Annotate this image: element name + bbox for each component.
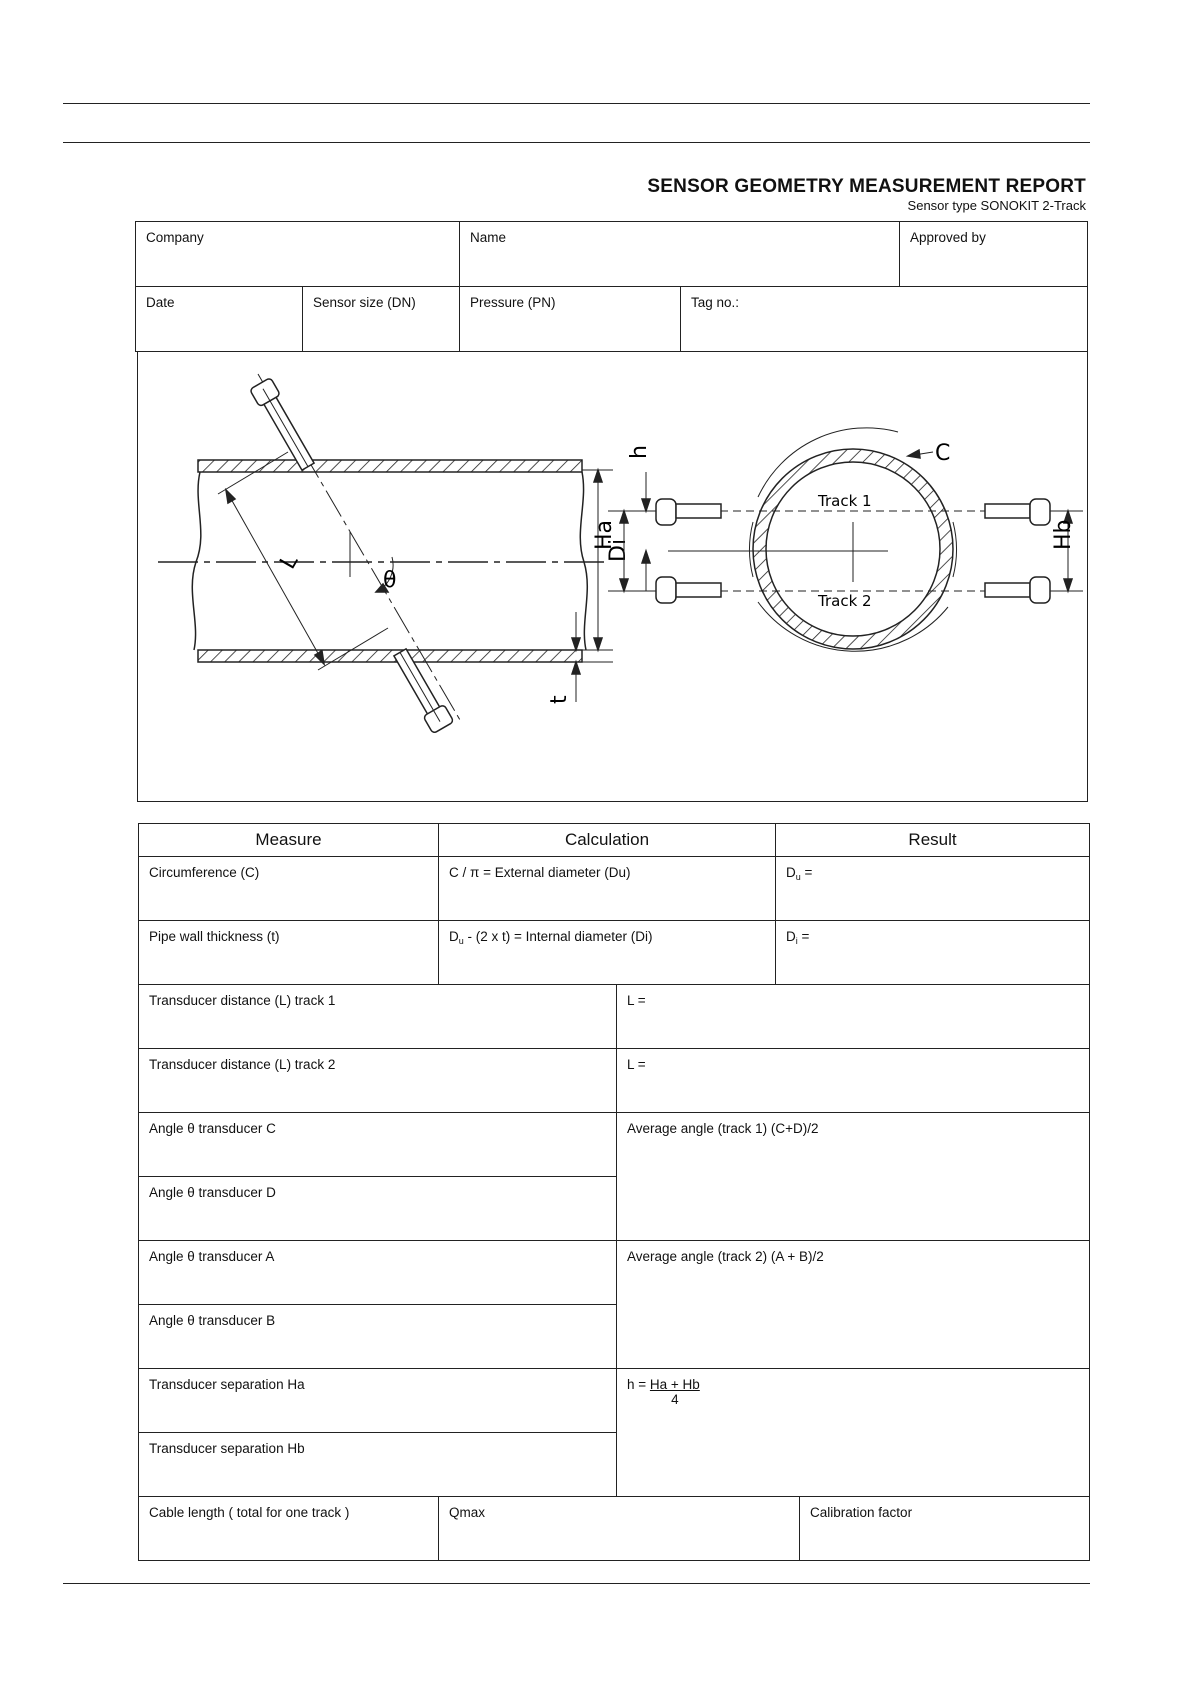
pipe-bottom-wall bbox=[198, 650, 582, 662]
angle-b-cell[interactable] bbox=[139, 1305, 617, 1369]
right-transducer-track1 bbox=[985, 499, 1050, 525]
pressure-label: Pressure (PN) bbox=[470, 295, 556, 310]
report-title: SENSOR GEOMETRY MEASUREMENT REPORT bbox=[647, 176, 1086, 197]
label-Hb: Hb bbox=[1051, 519, 1076, 550]
label-track2: Track 2 bbox=[818, 592, 872, 610]
left-transducer-track2 bbox=[656, 577, 721, 603]
bottom-rule bbox=[63, 1583, 1090, 1584]
date-field[interactable] bbox=[136, 287, 303, 352]
label-L: L bbox=[275, 550, 304, 574]
angle-c-cell[interactable] bbox=[139, 1113, 617, 1177]
avg-track2-label: Average angle (track 2) (A + B)/2 bbox=[627, 1249, 824, 1264]
label-theta: θ bbox=[383, 568, 397, 593]
qmax-label: Qmax bbox=[449, 1505, 486, 1520]
pipe-left-break bbox=[192, 472, 201, 650]
label-Di: Di bbox=[606, 538, 631, 562]
result-di-cell[interactable] bbox=[776, 921, 1090, 985]
distance-track1-result-cell[interactable] bbox=[617, 985, 1090, 1049]
distance-track2-label: Transducer distance (L) track 2 bbox=[149, 1057, 336, 1072]
separation-ha-label: Transducer separation Ha bbox=[149, 1377, 305, 1392]
avg-track2-cell[interactable] bbox=[617, 1241, 1090, 1369]
calc-internal-rest: - (2 x t) = Internal diameter (Di) bbox=[463, 929, 653, 944]
company-field[interactable] bbox=[136, 222, 460, 287]
h-formula-fraction bbox=[650, 1377, 700, 1407]
h-formula-prefix: h = bbox=[627, 1377, 650, 1392]
avg-track1-label: Average angle (track 1) (C+D)/2 bbox=[627, 1121, 819, 1136]
measurement-table bbox=[138, 823, 1090, 1561]
diagram-frame bbox=[137, 351, 1088, 802]
approved-by-field[interactable] bbox=[900, 222, 1088, 287]
sensor-geometry-diagram bbox=[138, 352, 1086, 800]
wall-thickness-label: Pipe wall thickness (t) bbox=[149, 929, 280, 944]
name-field[interactable] bbox=[460, 222, 900, 287]
pressure-field[interactable] bbox=[460, 287, 681, 352]
angle-c-label: Angle θ transducer C bbox=[149, 1121, 276, 1136]
pipe-side-view bbox=[158, 374, 613, 734]
pipe-end-view bbox=[608, 428, 1083, 651]
top-transducer bbox=[250, 378, 319, 473]
angle-d-cell[interactable] bbox=[139, 1177, 617, 1241]
angle-a-label: Angle θ transducer A bbox=[149, 1249, 275, 1264]
date-label: Date bbox=[146, 295, 175, 310]
right-transducer-track2 bbox=[985, 577, 1050, 603]
angle-a-cell[interactable] bbox=[139, 1241, 617, 1305]
distance-track2-result: L = bbox=[627, 1057, 646, 1072]
distance-track1-label: Transducer distance (L) track 1 bbox=[149, 993, 336, 1008]
separation-hb-label: Transducer separation Hb bbox=[149, 1441, 305, 1456]
distance-track1-cell[interactable] bbox=[139, 985, 617, 1049]
result-di-d: D bbox=[786, 929, 796, 944]
h-formula-numerator: Ha + Hb bbox=[649, 1377, 700, 1392]
label-C: C bbox=[935, 441, 951, 466]
approved-by-label: Approved by bbox=[910, 230, 986, 245]
label-track1: Track 1 bbox=[818, 492, 872, 510]
sensor-size-label: Sensor size (DN) bbox=[313, 295, 416, 310]
result-du-cell[interactable] bbox=[776, 857, 1090, 921]
label-Ha: Ha bbox=[592, 519, 617, 550]
header-result: Result bbox=[776, 824, 1090, 857]
label-h: h bbox=[627, 445, 652, 459]
cable-length-cell[interactable] bbox=[139, 1497, 439, 1561]
angle-d-label: Angle θ transducer D bbox=[149, 1185, 276, 1200]
separation-hb-cell[interactable] bbox=[139, 1433, 617, 1497]
result-du-sub: u bbox=[795, 872, 801, 882]
calibration-factor-cell[interactable] bbox=[800, 1497, 1090, 1561]
cable-length-label: Cable length ( total for one track ) bbox=[149, 1505, 350, 1520]
top-rule-2 bbox=[63, 142, 1090, 143]
result-di-sub: i bbox=[795, 936, 798, 946]
left-transducer-track1 bbox=[656, 499, 721, 525]
distance-track2-result-cell[interactable] bbox=[617, 1049, 1090, 1113]
header-measure: Measure bbox=[139, 824, 439, 857]
calc-internal-cell bbox=[439, 921, 776, 985]
tag-no-field[interactable] bbox=[681, 287, 1088, 352]
distance-track2-cell[interactable] bbox=[139, 1049, 617, 1113]
result-du-d: D bbox=[786, 865, 796, 880]
separation-ha-cell[interactable] bbox=[139, 1369, 617, 1433]
calc-external-label: C / π = External diameter (Du) bbox=[449, 865, 631, 880]
sensor-size-field[interactable] bbox=[303, 287, 460, 352]
label-t: t bbox=[547, 695, 572, 704]
pipe-right-break bbox=[580, 472, 587, 650]
avg-track1-cell[interactable] bbox=[617, 1113, 1090, 1241]
calc-external-cell bbox=[439, 857, 776, 921]
calibration-factor-label: Calibration factor bbox=[810, 1505, 913, 1520]
result-du-eq: = bbox=[800, 865, 813, 880]
circumference-label: Circumference (C) bbox=[149, 865, 260, 880]
company-label: Company bbox=[146, 230, 204, 245]
angle-b-label: Angle θ transducer B bbox=[149, 1313, 276, 1328]
l-dimension-line bbox=[226, 490, 324, 664]
calc-internal-d: D bbox=[449, 929, 459, 944]
distance-track1-result: L = bbox=[627, 993, 646, 1008]
top-rule-1 bbox=[63, 103, 1090, 104]
h-formula-cell[interactable] bbox=[617, 1369, 1090, 1497]
header-calculation: Calculation bbox=[439, 824, 776, 857]
circumference-cell[interactable] bbox=[139, 857, 439, 921]
pipe-top-wall bbox=[198, 460, 582, 472]
tag-no-label: Tag no.: bbox=[691, 295, 740, 310]
qmax-cell[interactable] bbox=[439, 1497, 800, 1561]
result-di-eq: = bbox=[797, 929, 810, 944]
wall-thickness-cell[interactable] bbox=[139, 921, 439, 985]
header-form bbox=[135, 221, 1088, 352]
report-subtitle: Sensor type SONOKIT 2-Track bbox=[907, 198, 1086, 213]
calc-internal-sub: u bbox=[458, 936, 464, 946]
h-formula-denominator: 4 bbox=[671, 1392, 679, 1407]
name-label: Name bbox=[470, 230, 507, 245]
